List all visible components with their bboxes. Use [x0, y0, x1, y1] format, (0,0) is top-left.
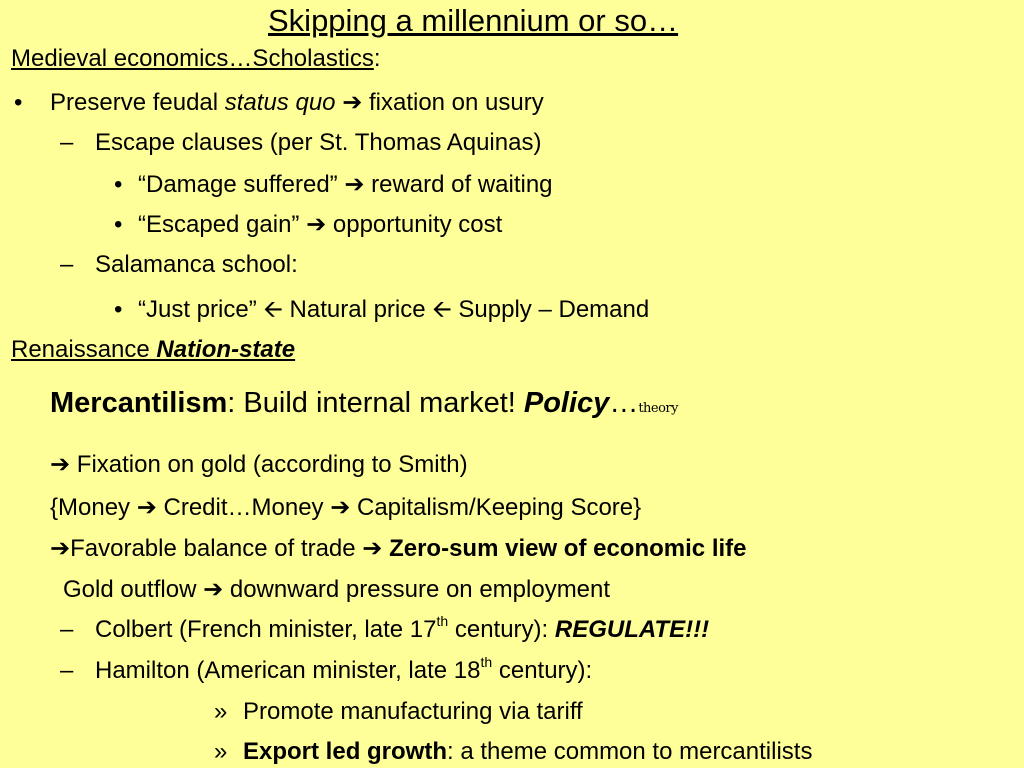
arrow-left-icon: 🡨	[432, 296, 452, 323]
mercantilism-line	[50, 387, 678, 420]
line-text-mid: Credit…Money	[156, 494, 331, 521]
bullet-text-post: reward of waiting	[364, 171, 553, 198]
bullet-text: Preserve feudal	[50, 89, 225, 116]
mercantilism-text: : Build internal market!	[227, 387, 524, 419]
bullet-mark: •	[114, 171, 123, 198]
dash-mark: –	[60, 657, 74, 684]
subsubbullet-escaped-gain	[114, 210, 502, 239]
line-promote-manufacturing	[214, 698, 583, 726]
line-fixation-on-gold	[50, 450, 468, 479]
line-text: Favorable balance of trade	[70, 535, 363, 562]
line-text: Hamilton (American minister, late 18	[95, 657, 481, 684]
bullet-text-post: opportunity cost	[326, 211, 503, 238]
dash-mark: –	[60, 251, 74, 278]
heading-nation-state: Nation-state	[156, 336, 296, 363]
guillemet-mark: »	[214, 698, 228, 725]
heading-renaissance-text: Renaissance	[11, 336, 157, 363]
arrow-right-icon: ➔	[136, 494, 157, 521]
line-export-led-growth	[214, 738, 812, 766]
bullet-text: “Damage suffered”	[138, 171, 345, 198]
bullet-text: “Just price”	[138, 296, 264, 323]
slide-title: Skipping a millennium or so…	[268, 3, 679, 38]
arrow-right-icon: ➔	[342, 89, 363, 116]
ellipsis: …	[609, 387, 639, 419]
line-bold-text: Zero-sum view of economic life	[389, 535, 747, 562]
arrow-right-icon: ➔	[344, 171, 365, 198]
arrow-right-icon: ➔	[306, 211, 327, 238]
mercantilism-term: Mercantilism	[50, 387, 228, 419]
line-text: Promote manufacturing via tariff	[243, 698, 583, 725]
arrow-right-icon: ➔	[330, 494, 351, 521]
bullet-mark: •	[14, 89, 23, 116]
bullet-text-post: Supply – Demand	[451, 296, 650, 323]
subbullet-escape-clauses	[60, 129, 541, 157]
dash-mark: –	[60, 616, 74, 643]
line-text: Colbert (French minister, late 17	[95, 616, 437, 643]
subbullet-text: Escape clauses (per St. Thomas Aquinas)	[95, 129, 542, 156]
arrow-right-icon: ➔	[203, 576, 224, 603]
arrow-right-icon: ➔	[50, 451, 71, 478]
line-text-post: century):	[492, 657, 593, 684]
heading-medieval-text: Medieval economics…Scholastics	[11, 45, 374, 72]
line-hamilton	[60, 654, 593, 685]
line-text-post: : a theme common to mercantilists	[447, 738, 813, 765]
regulate-text: REGULATE!!!	[554, 616, 710, 643]
arrow-right-icon: ➔	[50, 535, 71, 562]
line-text-post: Capitalism/Keeping Score}	[350, 494, 642, 521]
line-bold-text: Export led growth	[243, 738, 447, 765]
line-text: Fixation on gold (according to Smith)	[70, 451, 468, 478]
superscript: th	[436, 613, 449, 629]
line-gold-outflow	[63, 575, 610, 604]
bullet-mark: •	[114, 211, 123, 238]
subsubbullet-damage-suffered	[114, 170, 553, 199]
dash-mark: –	[60, 129, 74, 156]
bullet-mark: •	[114, 296, 123, 323]
policy-term: Policy	[523, 387, 610, 419]
line-text: Gold outflow	[63, 576, 204, 603]
theory-note: theory	[638, 401, 678, 416]
arrow-right-icon: ➔	[362, 535, 383, 562]
superscript: th	[480, 654, 493, 670]
line-text: {Money	[50, 494, 137, 521]
arrow-left-icon: 🡨	[263, 296, 283, 323]
subbullet-salamanca	[60, 251, 298, 279]
bullet-text: “Escaped gain”	[138, 211, 307, 238]
bullet-text-post: fixation on usury	[362, 89, 544, 116]
subsubbullet-just-price	[114, 292, 649, 333]
heading-medieval-economics	[11, 45, 380, 73]
line-text-post: century):	[448, 616, 555, 643]
line-money-credit	[50, 493, 641, 522]
line-favorable-balance	[50, 534, 747, 563]
heading-renaissance	[11, 336, 295, 364]
bullet-italic: status quo	[224, 89, 336, 116]
line-text-post: downward pressure on employment	[223, 576, 611, 603]
line-colbert	[60, 613, 710, 644]
guillemet-mark: »	[214, 738, 228, 765]
bullet-text-mid: Natural price	[282, 296, 433, 323]
bullet-preserve-feudal	[14, 88, 544, 117]
heading-medieval-colon: :	[373, 45, 381, 72]
subbullet-text: Salamanca school:	[95, 251, 298, 278]
